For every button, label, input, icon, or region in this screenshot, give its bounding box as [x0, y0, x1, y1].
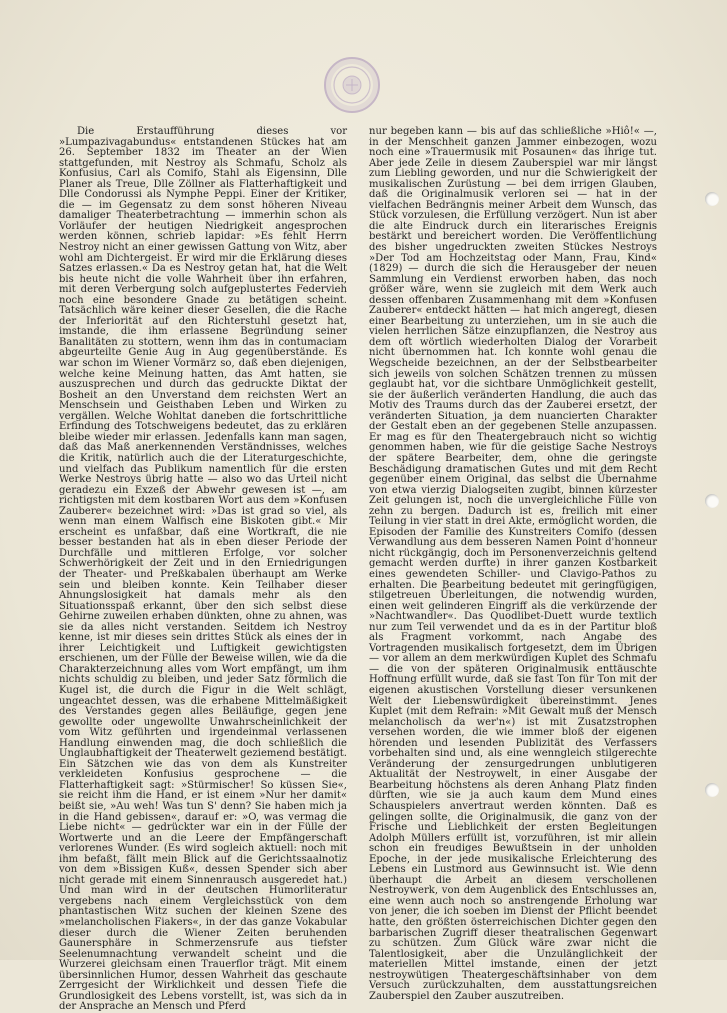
library-stamp-icon	[324, 57, 380, 113]
text-column-right	[369, 127, 657, 1002]
punch-hole	[705, 192, 719, 206]
text-column-left	[59, 127, 347, 1013]
punch-hole	[705, 494, 719, 508]
body-paragraph-left: Die Erstaufführung dieses vor »Lumpazivagabundus« entstandenen Stückes hat am 26. September 1832 im Theater an der Wien stattgefunden, mit Nestroy als Schmafu, Scholz als Konfusius, Carl als Comifo, Stahl als Eigensinn, Dlle Planer als Treue, Dlle Zöllner als Flatterhaftigkeit und Dlle Condorussi als Nymphe Peppi. Einer der Kritiker, die — im Gegensatz zu dem sonst höheren Niveau damaliger Theaterbetrachtung — immerhin schon als Vorläufer der heutigen Niedrigkeit angesprochen werden können, schrieb lapidar: »Es fehlt Herrn Nestroy nicht an einer gewissen Gattung von Witz, aber wohl am Dichtergeist. Er wird mir die Erklärung dieses Satzes erlassen.« Da es Nestroy getan hat, hat die Welt bis heute nicht die volle Wahrheit über ihn erfahren, mit deren Verbergung solch aufgeplustertes Federvieh noch eine besondere Gnade zu betätigen scheint. Tatsächlich wäre keiner dieser Gesellen, die die Rache der Inferiorität auf den Richterstuhl gesetzt hat, imstande, die ihm erlassene Begründung seiner Banalitäten zu stottern, wenn ihm das in contumaciam abgeurteilte Genie Aug in Aug gegenüberstände. Es war schon im Wiener Vormärz so, daß eben diejenigen, welche keine Meinung hatten, das Amt hatten, sie auszusprechen und durch das gedruckte Diktat der Bosheit an den Unverstand dem reichsten Wert an Menschsein und Geisthaben Leben und Wirken zu vergällen. Welche Wohltat daneben die fortschrittliche Erfindung des Totschweigens bedeutet, das zu erklären bleibe wieder mir erlassen. Jedenfalls kann man sagen, daß das Maß anerkennenden Verständnisses, welches die Kritik, natürlich auch die der Literaturgeschichte, und vielfach das Publikum namentlich für die ersten Werke Nestroys übrig hatte — also wo das Urteil nicht geradezu ein Exzeß der Abwehr gewesen ist —, am richtigsten mit dem kostbaren Wort aus dem »Konfusen Zauberer« bezeichnet wird: »Das ist grad so viel, als wenn man einem Walfisch eine Biskoten gibt.« Mir erscheint es unfaßbar, daß eine Wortkraft, die nie besser bestanden hat als in eben dieser Periode der Durchfälle und mittleren Erfolge, vor solcher Schwerhörigkeit der Zeit und in den Erniedrigungen der Theater- und Preßkabalen überhaupt am Werke sein und bleiben konnte. Kein Teilhaber dieser Ahnungslosigkeit hat damals mehr als den Situationsspaß erkannt, über den sich selbst diese Gehirne zuweilen erhaben dünkten, ohne zu ahnen, was sie da alles nicht verstanden. Seitdem ich Nestroy kenne, ist mir dieses sein drittes Stück als eines der in ihrer Leichtigkeit und Luftigkeit gewichtigsten erschienen, um der Fülle der Beweise willen, wie da die Charakterzeichnung alles vom Wort empfängt, um ihm nichts schuldig zu bleiben, und jeder Satz förmlich die Kugel ist, die durch die Figur in die Welt schlägt, ungeachtet dessen, was die erhabene Mittelmäßigkeit des Verstandes gegen alles Beiläufige, gegen jene gewollte oder ungewollte Unwahrscheinlichkeit der vom Witz geführten und irgendeinmal verlassenen Handlung einwenden mag, die doch schließlich die Unglaubhaftigkeit der Theaterwelt geziemend bestätigt. Ein Sätzchen wie das von dem als Kunstreiter verkleideten Konfusius gesprochene — die Flatterhaftigkeit sagt: »Stürmischer! So küssen Sie«, sie reicht ihm die Hand, er ist einem »Nur her damit« beißt sie, »Au weh! Was tun S' denn? Sie haben mich ja in die Hand gebissen«, darauf er: »O, was vermag die Liebe nicht« — gedrückter war ein in der Fülle der Wortwerte und an die Leere der Empfängerschaft verlorenes Wunder. (Es wird sogleich aktuell: noch mit ihm befaßt, fällt mein Blick auf die Gerichtssaalnotiz von dem »Bissigen Kuß«, dessen Spender sich aber nicht gerade mit einem Sinnenrausch ausgeredet hat.) Und man wird in der deutschen Humorliteratur vergebens nach einem Vergleichsstück von dem phantastischen Witz suchen der kleinen Szene des »melancholischen Fiakers«, in der das ganze Vokabular dieser durch die Wiener Zeiten beruhenden Gaunersphäre in Schmerzensrufe aus tiefster Seelenumnachtung verwandelt scheint und die Wurzerei gleichsam einen Trauerflor trägt. Mit einem übersinnlichen Humor, dessen Wahrheit das geschaute Zerrgesicht der Wirklichkeit und dessen Tiefe die Grundlosigkeit des Lebens vorstellt, ist, was sich da in der Ansprache an Mensch und Pferd	[59, 126, 347, 1013]
punch-hole	[705, 783, 719, 797]
body-paragraph-right: nur begeben kann — bis auf das schließliche »Hiô!« —, in der Menschheit ganzen Jammer einbezogen, wozu noch eine »Trauermusik mit Posaunen« das ihrige tut. Aber jede Zeile in diesem Zauberspiel war mir längst zum Liebling geworden, und nur die Schwierigkeit der musikalischen Zurüstung — bei dem irrigen Glauben, daß die Originalmusik verloren sei — hat in der vielfachen Bedrängnis meiner Arbeit dem Wunsch, das Stück vorzulesen, die Erfüllung verzögert. Nun ist aber die alte Eindruck durch ein literarisches Ereignis bestärkt und bereichert worden. Die Veröffentlichung des bisher ungedruckten zweiten Stückes Nestroys »Der Tod am Hochzeitstag oder Mann, Frau, Kind« (1829) — durch die sich die Herausgeber der neuen Sammlung ein Verdienst erworben haben, das noch größer wäre, wenn sie zugleich mit dem Werk auch dessen offenbaren Zusammenhang mit dem »Konfusen Zauberer« entdeckt hätten — hat mich angeregt, diesen einer Bearbeitung zu unterziehen, um in sie auch die vielen herrlichen Sätze einzupflanzen, die Nestroy aus dem oft wörtlich wiederholten Dialog der Vorarbeit nicht übernommen hat. Ich konnte wohl genau die Wegscheide bezeichnen, an der der Selbstbearbeiter sich jeweils von solchen Schätzen trennen zu müssen geglaubt hat, vor die sichtbare Unmöglichkeit gestellt, sie der äußerlich veränderten Handlung, die auch das Motiv des Traums durch das der Zauberei ersetzt, der veränderten Situation, ja dem nuancierten Charakter der Gestalt eben an der gegebenen Stelle anzupassen. Er mag es für den Theatergebrauch nicht so wichtig genommen haben, wie für die geistige Sache Nestroys der spätere Bearbeiter, dem, ohne die geringste Beschädigung dramatischen Gutes und mit dem Recht gegenüber einem Original, das selbst die Übernahme von etwa vierzig Dialogseiten zugibt, binnen kürzester Zeit gelungen ist, noch die unvergleichliche Fülle von zehn zu bergen. Dadurch ist es, freilich mit einer Teilung in vier statt in drei Akte, ermöglicht worden, die Episoden der Familie des Kunstreiters Comifo (dessen Verwandlung aus dem besseren Namen Point d'honneur nicht rückgängig, doch im Personenverzeichnis geltend gemacht werden durfte) in ihrer ganzen Kostbarkeit eines gewendeten Schiller- und Clavigo-Pathos zu erhalten. Die Bearbeitung bedeutet mit geringfügigen, stilgetreuen Überleitungen, die notwendig wurden, einen weit gelinderen Eingriff als die verkürzende der »Nachtwandler«. Das Quodlibet-Duett wurde textlich nur zum Teil verwendet und da es in der Partitur bloß als Fragment vorkommt, nach Angabe des Vortragenden musikalisch fortgesetzt, dem im Übrigen — vor allem an dem merkwürdigen Kuplet des Schmafu — die von der späteren Originalmusik enttäuschte Hoffnung erfüllt wurde, daß sie fast Ton für Ton mit der eigenen akustischen Vorstellung dieser versunkenen Welt der Liebenswürdigkeit übereinstimmt. Jenes Kuplet (mit dem Refrain: »Mit Gewalt muß der Mensch melancholisch da wer'n«) ist mit Zusatzstrophen versehen worden, die wie immer bloß der eigenen hörenden und lesenden Publizität des Verfassers vorbehalten sind und, als eine wenngleich stilgerechte Veränderung der zensurgedrungen unblutigeren Aktualität der Nestroywelt, in einer Ausgabe der Bearbeitung höchstens als deren Anhang Platz finden dürften, wie sie ja auch kaum dem Mund eines Schauspielers anvertraut werden könnten. Daß es gelingen sollte, die Originalmusik, die ganz von der Frische und Lieblichkeit der ersten Begleitungen Adolph Müllers erfüllt ist, vorzuführen, ist mir allein schon ein freudiges Bewußtsein in der unholden Epoche, in der jede musikalische Erleichterung des Lebens ein Lustmord aus Gewinnsucht ist. Wie denn überhaupt die Arbeit an diesem verschollenen Nestroywerk, von dem Augenblick des Entschlusses an, eine wenn auch noch so anstrengende Erholung war von jener, die ich soeben im Dienst der Pflicht beendet hatte, den größten österreichischen Dichter gegen den barbarischen Zugriff dieser theatralischen Gegenwart zu schützen. Zum Glück wäre zwar nicht die Talentlosigkeit, aber die Unzulänglichkeit der materiellen Mittel imstande, einen der jetzt nestroywütigen Theatergeschäftsinhaber von dem Versuch zurückzuhalten, dem ausstattungsreichen Zauberspiel den Zauber auszutreiben.	[369, 126, 657, 1002]
